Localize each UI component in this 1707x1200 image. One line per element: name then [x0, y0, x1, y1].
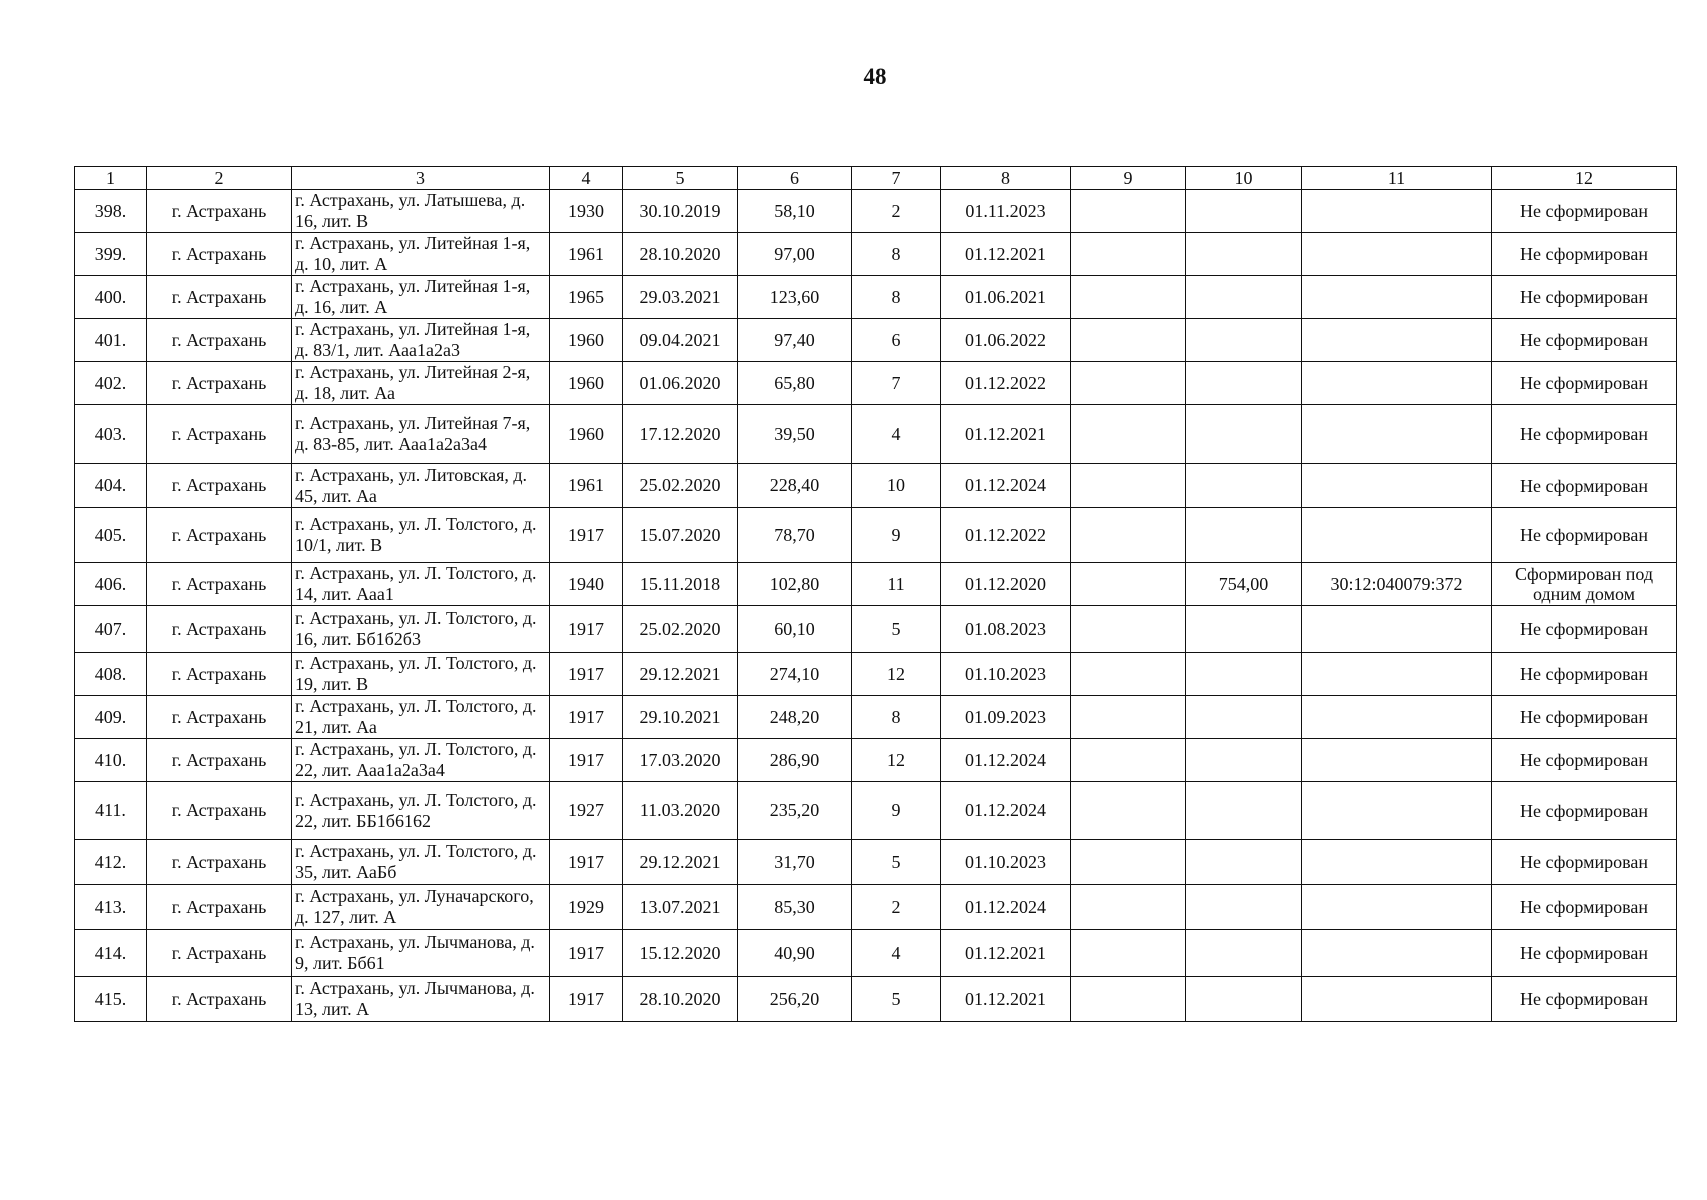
year-cell: 1917	[550, 606, 623, 653]
column-9-cell	[1071, 930, 1186, 977]
land-area-cell	[1186, 405, 1302, 464]
status-cell: Не сформирован	[1492, 977, 1677, 1022]
table-row	[75, 739, 1677, 782]
address-cell: г. Астрахань, ул. Л. Толстого, д. 10/1, лит. В	[292, 508, 550, 563]
date-cell: 28.10.2020	[623, 233, 738, 276]
deadline-cell: 01.11.2023	[941, 190, 1071, 233]
status-cell: Не сформирован	[1492, 739, 1677, 782]
land-area-cell	[1186, 840, 1302, 885]
city-cell: г. Астрахань	[147, 405, 292, 464]
land-area-cell	[1186, 276, 1302, 319]
address-cell: г. Астрахань, ул. Литейная 1-я, д. 83/1, лит. Ааа1а2а3	[292, 319, 550, 362]
row-number: 406.	[75, 563, 147, 606]
date-cell: 29.10.2021	[623, 696, 738, 739]
address-cell: г. Астрахань, ул. Латышева, д. 16, лит. В	[292, 190, 550, 233]
cadastral-number-cell	[1302, 653, 1492, 696]
year-cell: 1930	[550, 190, 623, 233]
area-cell: 58,10	[738, 190, 852, 233]
land-area-cell	[1186, 190, 1302, 233]
land-area-cell	[1186, 653, 1302, 696]
date-cell: 25.02.2020	[623, 464, 738, 508]
status-cell: Не сформирован	[1492, 840, 1677, 885]
cadastral-number-cell: 30:12:040079:372	[1302, 563, 1492, 606]
city-cell: г. Астрахань	[147, 190, 292, 233]
table-row	[75, 696, 1677, 739]
floors-cell: 11	[852, 563, 941, 606]
land-area-cell	[1186, 362, 1302, 405]
address-cell: г. Астрахань, ул. Литовская, д. 45, лит. Аа	[292, 464, 550, 508]
column-9-cell	[1071, 464, 1186, 508]
area-cell: 274,10	[738, 653, 852, 696]
city-cell: г. Астрахань	[147, 696, 292, 739]
cadastral-number-cell	[1302, 739, 1492, 782]
cadastral-number-cell	[1302, 606, 1492, 653]
table-row	[75, 563, 1677, 606]
deadline-cell: 01.09.2023	[941, 696, 1071, 739]
land-area-cell	[1186, 977, 1302, 1022]
row-number: 409.	[75, 696, 147, 739]
row-number: 415.	[75, 977, 147, 1022]
year-cell: 1917	[550, 840, 623, 885]
table-row	[75, 405, 1677, 464]
year-cell: 1965	[550, 276, 623, 319]
date-cell: 17.12.2020	[623, 405, 738, 464]
deadline-cell: 01.12.2024	[941, 782, 1071, 840]
deadline-cell: 01.12.2024	[941, 464, 1071, 508]
column-header-12: 12	[1492, 167, 1677, 190]
floors-cell: 9	[852, 508, 941, 563]
column-9-cell	[1071, 606, 1186, 653]
column-9-cell	[1071, 362, 1186, 405]
date-cell: 28.10.2020	[623, 977, 738, 1022]
column-9-cell	[1071, 508, 1186, 563]
year-cell: 1940	[550, 563, 623, 606]
year-cell: 1960	[550, 405, 623, 464]
column-header-8: 8	[941, 167, 1071, 190]
year-cell: 1960	[550, 319, 623, 362]
deadline-cell: 01.12.2021	[941, 405, 1071, 464]
row-number: 413.	[75, 885, 147, 930]
area-cell: 85,30	[738, 885, 852, 930]
status-cell: Не сформирован	[1492, 606, 1677, 653]
cadastral-number-cell	[1302, 276, 1492, 319]
cadastral-number-cell	[1302, 840, 1492, 885]
row-number: 400.	[75, 276, 147, 319]
table-row	[75, 782, 1677, 840]
land-area-cell	[1186, 739, 1302, 782]
area-cell: 256,20	[738, 977, 852, 1022]
column-9-cell	[1071, 840, 1186, 885]
cadastral-number-cell	[1302, 190, 1492, 233]
column-header-3: 3	[292, 167, 550, 190]
year-cell: 1961	[550, 464, 623, 508]
floors-cell: 8	[852, 233, 941, 276]
area-cell: 228,40	[738, 464, 852, 508]
date-cell: 15.11.2018	[623, 563, 738, 606]
table-row	[75, 190, 1677, 233]
area-cell: 78,70	[738, 508, 852, 563]
cadastral-number-cell	[1302, 885, 1492, 930]
cadastral-number-cell	[1302, 405, 1492, 464]
year-cell: 1917	[550, 653, 623, 696]
row-number: 401.	[75, 319, 147, 362]
floors-cell: 12	[852, 653, 941, 696]
area-cell: 97,00	[738, 233, 852, 276]
cadastral-number-cell	[1302, 233, 1492, 276]
address-cell: г. Астрахань, ул. Л. Толстого, д. 22, лит. Ааа1а2а3а4	[292, 739, 550, 782]
status-cell: Не сформирован	[1492, 405, 1677, 464]
floors-cell: 2	[852, 885, 941, 930]
floors-cell: 4	[852, 930, 941, 977]
cadastral-number-cell	[1302, 782, 1492, 840]
year-cell: 1961	[550, 233, 623, 276]
registry-table	[74, 166, 1677, 1022]
status-cell: Не сформирован	[1492, 233, 1677, 276]
status-cell: Сформирован под одним домом	[1492, 563, 1677, 606]
deadline-cell: 01.12.2021	[941, 977, 1071, 1022]
floors-cell: 6	[852, 319, 941, 362]
column-9-cell	[1071, 696, 1186, 739]
land-area-cell	[1186, 319, 1302, 362]
land-area-cell	[1186, 606, 1302, 653]
column-header-11: 11	[1302, 167, 1492, 190]
row-number: 398.	[75, 190, 147, 233]
area-cell: 97,40	[738, 319, 852, 362]
area-cell: 235,20	[738, 782, 852, 840]
deadline-cell: 01.10.2023	[941, 840, 1071, 885]
floors-cell: 5	[852, 606, 941, 653]
status-cell: Не сформирован	[1492, 885, 1677, 930]
column-header-7: 7	[852, 167, 941, 190]
column-9-cell	[1071, 977, 1186, 1022]
date-cell: 15.12.2020	[623, 930, 738, 977]
row-number: 410.	[75, 739, 147, 782]
floors-cell: 12	[852, 739, 941, 782]
city-cell: г. Астрахань	[147, 508, 292, 563]
area-cell: 102,80	[738, 563, 852, 606]
column-header-9: 9	[1071, 167, 1186, 190]
date-cell: 11.03.2020	[623, 782, 738, 840]
table-row	[75, 276, 1677, 319]
floors-cell: 4	[852, 405, 941, 464]
city-cell: г. Астрахань	[147, 362, 292, 405]
table-row	[75, 508, 1677, 563]
city-cell: г. Астрахань	[147, 930, 292, 977]
date-cell: 29.12.2021	[623, 840, 738, 885]
deadline-cell: 01.12.2022	[941, 362, 1071, 405]
year-cell: 1960	[550, 362, 623, 405]
deadline-cell: 01.12.2021	[941, 930, 1071, 977]
row-number: 404.	[75, 464, 147, 508]
deadline-cell: 01.06.2022	[941, 319, 1071, 362]
city-cell: г. Астрахань	[147, 563, 292, 606]
cadastral-number-cell	[1302, 508, 1492, 563]
address-cell: г. Астрахань, ул. Л. Толстого, д. 21, лит. Аа	[292, 696, 550, 739]
date-cell: 15.07.2020	[623, 508, 738, 563]
year-cell: 1917	[550, 930, 623, 977]
column-9-cell	[1071, 739, 1186, 782]
area-cell: 123,60	[738, 276, 852, 319]
deadline-cell: 01.12.2024	[941, 739, 1071, 782]
page-number: 48	[863, 64, 887, 89]
column-9-cell	[1071, 885, 1186, 930]
status-cell: Не сформирован	[1492, 930, 1677, 977]
date-cell: 30.10.2019	[623, 190, 738, 233]
city-cell: г. Астрахань	[147, 840, 292, 885]
date-cell: 29.03.2021	[623, 276, 738, 319]
address-cell: г. Астрахань, ул. Л. Толстого, д. 19, лит. В	[292, 653, 550, 696]
floors-cell: 10	[852, 464, 941, 508]
status-cell: Не сформирован	[1492, 508, 1677, 563]
city-cell: г. Астрахань	[147, 653, 292, 696]
table-body	[75, 190, 1677, 1022]
floors-cell: 8	[852, 696, 941, 739]
cadastral-number-cell	[1302, 464, 1492, 508]
city-cell: г. Астрахань	[147, 606, 292, 653]
column-header-6: 6	[738, 167, 852, 190]
column-9-cell	[1071, 405, 1186, 464]
table-row	[75, 840, 1677, 885]
status-cell: Не сформирован	[1492, 464, 1677, 508]
date-cell: 25.02.2020	[623, 606, 738, 653]
row-number: 403.	[75, 405, 147, 464]
deadline-cell: 01.12.2020	[941, 563, 1071, 606]
area-cell: 60,10	[738, 606, 852, 653]
address-cell: г. Астрахань, ул. Литейная 1-я, д. 16, лит. А	[292, 276, 550, 319]
cadastral-number-cell	[1302, 319, 1492, 362]
status-cell: Не сформирован	[1492, 696, 1677, 739]
cadastral-number-cell	[1302, 930, 1492, 977]
deadline-cell: 01.08.2023	[941, 606, 1071, 653]
land-area-cell	[1186, 508, 1302, 563]
column-9-cell	[1071, 319, 1186, 362]
city-cell: г. Астрахань	[147, 276, 292, 319]
land-area-cell	[1186, 885, 1302, 930]
year-cell: 1927	[550, 782, 623, 840]
column-header-5: 5	[623, 167, 738, 190]
table-row	[75, 885, 1677, 930]
city-cell: г. Астрахань	[147, 782, 292, 840]
deadline-cell: 01.12.2024	[941, 885, 1071, 930]
table-row	[75, 233, 1677, 276]
column-9-cell	[1071, 190, 1186, 233]
city-cell: г. Астрахань	[147, 319, 292, 362]
status-cell: Не сформирован	[1492, 782, 1677, 840]
land-area-cell: 754,00	[1186, 563, 1302, 606]
column-9-cell	[1071, 233, 1186, 276]
status-cell: Не сформирован	[1492, 362, 1677, 405]
address-cell: г. Астрахань, ул. Литейная 7-я, д. 83-85, лит. Ааа1а2а3а4	[292, 405, 550, 464]
year-cell: 1929	[550, 885, 623, 930]
date-cell: 29.12.2021	[623, 653, 738, 696]
year-cell: 1917	[550, 977, 623, 1022]
area-cell: 40,90	[738, 930, 852, 977]
row-number: 408.	[75, 653, 147, 696]
floors-cell: 7	[852, 362, 941, 405]
row-number: 402.	[75, 362, 147, 405]
column-9-cell	[1071, 276, 1186, 319]
year-cell: 1917	[550, 739, 623, 782]
row-number: 411.	[75, 782, 147, 840]
status-cell: Не сформирован	[1492, 319, 1677, 362]
land-area-cell	[1186, 696, 1302, 739]
row-number: 399.	[75, 233, 147, 276]
table-row	[75, 319, 1677, 362]
table-row	[75, 653, 1677, 696]
header-row	[75, 167, 1677, 190]
column-header-10: 10	[1186, 167, 1302, 190]
cadastral-number-cell	[1302, 977, 1492, 1022]
deadline-cell: 01.12.2022	[941, 508, 1071, 563]
land-area-cell	[1186, 233, 1302, 276]
status-cell: Не сформирован	[1492, 190, 1677, 233]
date-cell: 13.07.2021	[623, 885, 738, 930]
column-9-cell	[1071, 563, 1186, 606]
deadline-cell: 01.06.2021	[941, 276, 1071, 319]
year-cell: 1917	[550, 696, 623, 739]
floors-cell: 2	[852, 190, 941, 233]
floors-cell: 5	[852, 840, 941, 885]
address-cell: г. Астрахань, ул. Луначарского, д. 127, лит. А	[292, 885, 550, 930]
address-cell: г. Астрахань, ул. Лычманова, д. 9, лит. Бб61	[292, 930, 550, 977]
address-cell: г. Астрахань, ул. Л. Толстого, д. 22, лит. ББ1б6162	[292, 782, 550, 840]
deadline-cell: 01.10.2023	[941, 653, 1071, 696]
table-row	[75, 930, 1677, 977]
area-cell: 65,80	[738, 362, 852, 405]
address-cell: г. Астрахань, ул. Лычманова, д. 13, лит. А	[292, 977, 550, 1022]
column-header-1: 1	[75, 167, 147, 190]
land-area-cell	[1186, 464, 1302, 508]
deadline-cell: 01.12.2021	[941, 233, 1071, 276]
area-cell: 39,50	[738, 405, 852, 464]
city-cell: г. Астрахань	[147, 977, 292, 1022]
row-number: 412.	[75, 840, 147, 885]
table-row	[75, 362, 1677, 405]
row-number: 407.	[75, 606, 147, 653]
cadastral-number-cell	[1302, 362, 1492, 405]
city-cell: г. Астрахань	[147, 739, 292, 782]
floors-cell: 8	[852, 276, 941, 319]
column-9-cell	[1071, 782, 1186, 840]
column-9-cell	[1071, 653, 1186, 696]
table-row	[75, 606, 1677, 653]
table-row	[75, 977, 1677, 1022]
city-cell: г. Астрахань	[147, 233, 292, 276]
column-header-2: 2	[147, 167, 292, 190]
area-cell: 31,70	[738, 840, 852, 885]
area-cell: 286,90	[738, 739, 852, 782]
date-cell: 17.03.2020	[623, 739, 738, 782]
year-cell: 1917	[550, 508, 623, 563]
city-cell: г. Астрахань	[147, 885, 292, 930]
row-number: 414.	[75, 930, 147, 977]
address-cell: г. Астрахань, ул. Л. Толстого, д. 16, лит. Бб1б2б3	[292, 606, 550, 653]
table-row	[75, 464, 1677, 508]
land-area-cell	[1186, 930, 1302, 977]
status-cell: Не сформирован	[1492, 276, 1677, 319]
area-cell: 248,20	[738, 696, 852, 739]
floors-cell: 9	[852, 782, 941, 840]
address-cell: г. Астрахань, ул. Л. Толстого, д. 14, лит. Ааа1	[292, 563, 550, 606]
column-header-4: 4	[550, 167, 623, 190]
address-cell: г. Астрахань, ул. Литейная 1-я, д. 10, лит. А	[292, 233, 550, 276]
floors-cell: 5	[852, 977, 941, 1022]
cadastral-number-cell	[1302, 696, 1492, 739]
land-area-cell	[1186, 782, 1302, 840]
city-cell: г. Астрахань	[147, 464, 292, 508]
date-cell: 09.04.2021	[623, 319, 738, 362]
status-cell: Не сформирован	[1492, 653, 1677, 696]
address-cell: г. Астрахань, ул. Л. Толстого, д. 35, лит. АаБб	[292, 840, 550, 885]
row-number: 405.	[75, 508, 147, 563]
date-cell: 01.06.2020	[623, 362, 738, 405]
address-cell: г. Астрахань, ул. Литейная 2-я, д. 18, лит. Аа	[292, 362, 550, 405]
